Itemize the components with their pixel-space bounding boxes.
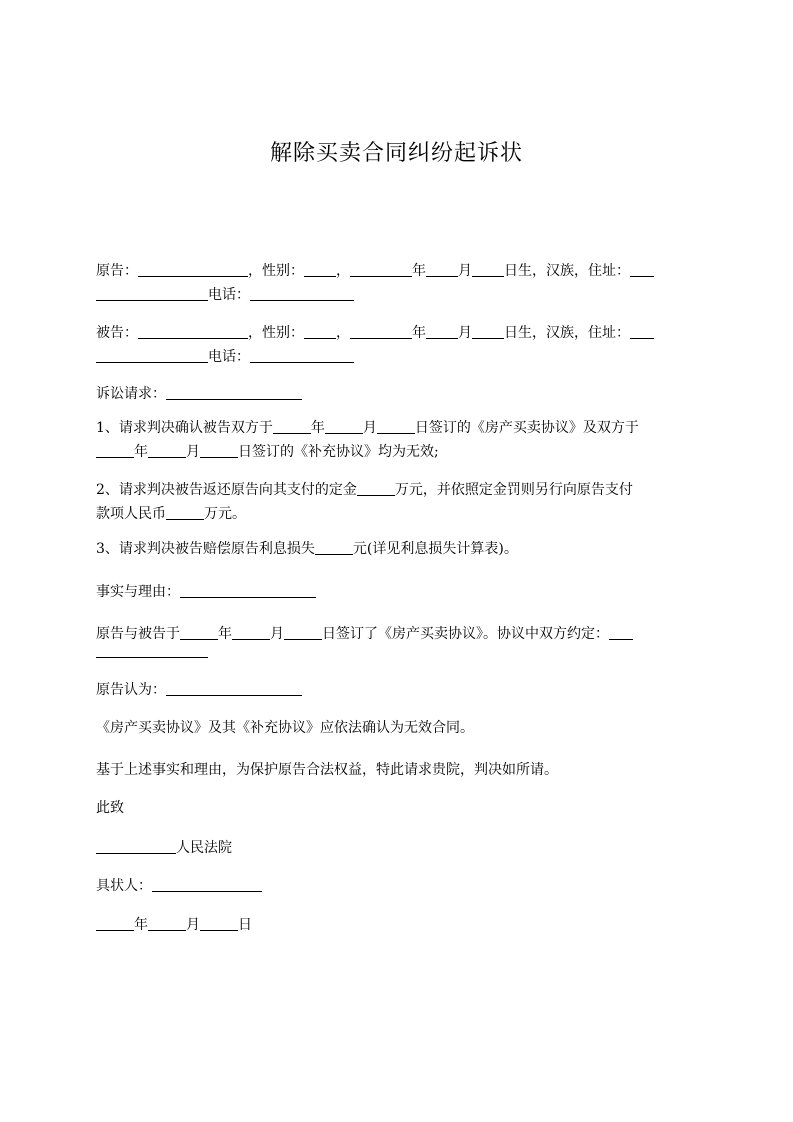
claim-1-day2-blank[interactable]	[200, 442, 238, 458]
signer-label: 具状人：	[96, 878, 152, 894]
comma: ，	[336, 263, 350, 279]
claims-heading-line	[96, 382, 706, 406]
claim-2-amount-blank[interactable]	[166, 504, 204, 520]
claim-2-text-d: 万元。	[204, 506, 246, 522]
defendant-gender-blank[interactable]	[304, 323, 336, 339]
day-label: 日	[238, 917, 252, 933]
claim-1-text-c: 日签订的《补充协议》均为无效;	[238, 444, 439, 460]
defendant-phone-blank[interactable]	[250, 347, 354, 363]
signer-line	[96, 874, 706, 898]
claim-1-day-blank[interactable]	[377, 418, 415, 434]
claim-1-line-2	[96, 440, 706, 464]
defendant-address-blank[interactable]	[630, 323, 654, 339]
claim-1-year2-blank[interactable]	[96, 442, 134, 458]
salute: 此致	[96, 800, 124, 816]
month-label: 月	[186, 917, 200, 933]
plaintiff-gender-blank[interactable]	[304, 261, 336, 277]
year-label: 年	[218, 626, 232, 642]
defendant-line-2	[96, 345, 706, 369]
plaintiff-label: 原告：	[96, 263, 138, 279]
date-month-blank[interactable]	[148, 915, 186, 931]
plaintiff-name-blank[interactable]	[138, 261, 248, 277]
facts-agreement-blank[interactable]	[609, 624, 633, 640]
date-day-blank[interactable]	[200, 915, 238, 931]
year-label: 年	[134, 444, 148, 460]
facts-line-2	[96, 640, 706, 664]
plaintiff-phone-blank[interactable]	[250, 285, 354, 301]
signer-blank[interactable]	[152, 876, 262, 892]
month-label: 月	[458, 263, 472, 279]
opinion-heading-line	[96, 678, 706, 702]
facts-heading-line	[96, 580, 706, 604]
phone-label: 电话：	[208, 349, 250, 365]
facts-agreement-cont-blank[interactable]	[96, 642, 208, 658]
defendant-line-1	[96, 321, 706, 345]
plaintiff-birth-year-blank[interactable]	[350, 261, 412, 277]
court-label: 人民法院	[176, 840, 232, 856]
plaintiff-address-blank[interactable]	[630, 261, 654, 277]
claim-1-month2-blank[interactable]	[148, 442, 186, 458]
facts-text-a: 原告与被告于	[96, 626, 180, 642]
born-address-label: 日生，汉族，住址：	[504, 325, 630, 341]
claims-heading: 诉讼请求：	[96, 386, 166, 402]
defendant-birth-year-blank[interactable]	[350, 323, 412, 339]
facts-day-blank[interactable]	[284, 624, 322, 640]
plaintiff-line-1	[96, 259, 706, 283]
plaintiff-birth-day-blank[interactable]	[472, 261, 504, 277]
facts-month-blank[interactable]	[232, 624, 270, 640]
claim-2-text-a: 2、请求判决被告返还原告向其支付的定金	[96, 482, 357, 498]
year-label: 年	[412, 325, 426, 341]
date-year-blank[interactable]	[96, 915, 134, 931]
facts-text-b: 日签订了《房产买卖协议》。协议中双方约定：	[322, 626, 609, 642]
facts-year-blank[interactable]	[180, 624, 218, 640]
month-label: 月	[270, 626, 284, 642]
date-line	[96, 913, 706, 937]
claims-blank[interactable]	[166, 384, 302, 400]
facts-heading: 事实与理由：	[96, 584, 180, 600]
opinion-heading: 原告认为：	[96, 682, 166, 698]
claim-3-interest-blank[interactable]	[315, 539, 353, 555]
year-label: 年	[134, 917, 148, 933]
claim-2-line-2	[96, 502, 706, 526]
claim-3-text-b: 元(详见利息损失计算表)。	[352, 541, 518, 557]
phone-label: 电话：	[208, 287, 250, 303]
year-label: 年	[310, 420, 325, 436]
defendant-birth-month-blank[interactable]	[426, 323, 458, 339]
facts-blank[interactable]	[180, 582, 316, 598]
plaintiff-address-cont-blank[interactable]	[96, 285, 208, 301]
year-label: 年	[412, 263, 426, 279]
claim-3-line	[96, 537, 706, 561]
claim-2-text-b: 万元，并依照定金罚则另行向原告支付	[394, 482, 633, 498]
month-label: 月	[362, 420, 377, 436]
defendant-birth-day-blank[interactable]	[472, 323, 504, 339]
opinion-blank[interactable]	[166, 680, 302, 696]
comma: ，	[336, 325, 350, 341]
month-label: 月	[458, 325, 472, 341]
defendant-name-blank[interactable]	[138, 323, 248, 339]
plaintiff-birth-month-blank[interactable]	[426, 261, 458, 277]
claim-3-text-a: 3、请求判决被告赔偿原告利息损失	[96, 541, 315, 557]
claim-1-year-blank[interactable]	[273, 418, 311, 434]
court-line	[96, 836, 706, 860]
claim-2-deposit-blank[interactable]	[357, 480, 395, 496]
court-name-blank[interactable]	[96, 838, 176, 854]
claim-2-line-1	[96, 478, 706, 502]
plaintiff-line-2	[96, 283, 706, 307]
month-label: 月	[186, 444, 200, 460]
claim-1-text-b: 日签订的《房产买卖协议》及双方于	[414, 420, 639, 436]
claim-1-month-blank[interactable]	[325, 418, 363, 434]
born-address-label: 日生，汉族，住址：	[504, 263, 630, 279]
gender-label: ，性别：	[248, 325, 304, 341]
defendant-label: 被告：	[96, 325, 138, 341]
opinion-text-1: 《房产买卖协议》及其《补充协议》应依法确认为无效合同。	[96, 720, 474, 736]
document-title: 解除买卖合同纠纷起诉状	[269, 141, 523, 166]
claim-2-text-c: 款项人民币	[96, 506, 166, 522]
defendant-address-cont-blank[interactable]	[96, 347, 208, 363]
claim-1-line-1	[96, 416, 706, 440]
gender-label: ，性别：	[248, 263, 304, 279]
opinion-text-2: 基于上述事实和理由，为保护原告合法权益，特此请求贵院，判决如所请。	[96, 762, 558, 778]
claim-1-text-a: 1、请求判决确认被告双方于	[96, 420, 273, 436]
